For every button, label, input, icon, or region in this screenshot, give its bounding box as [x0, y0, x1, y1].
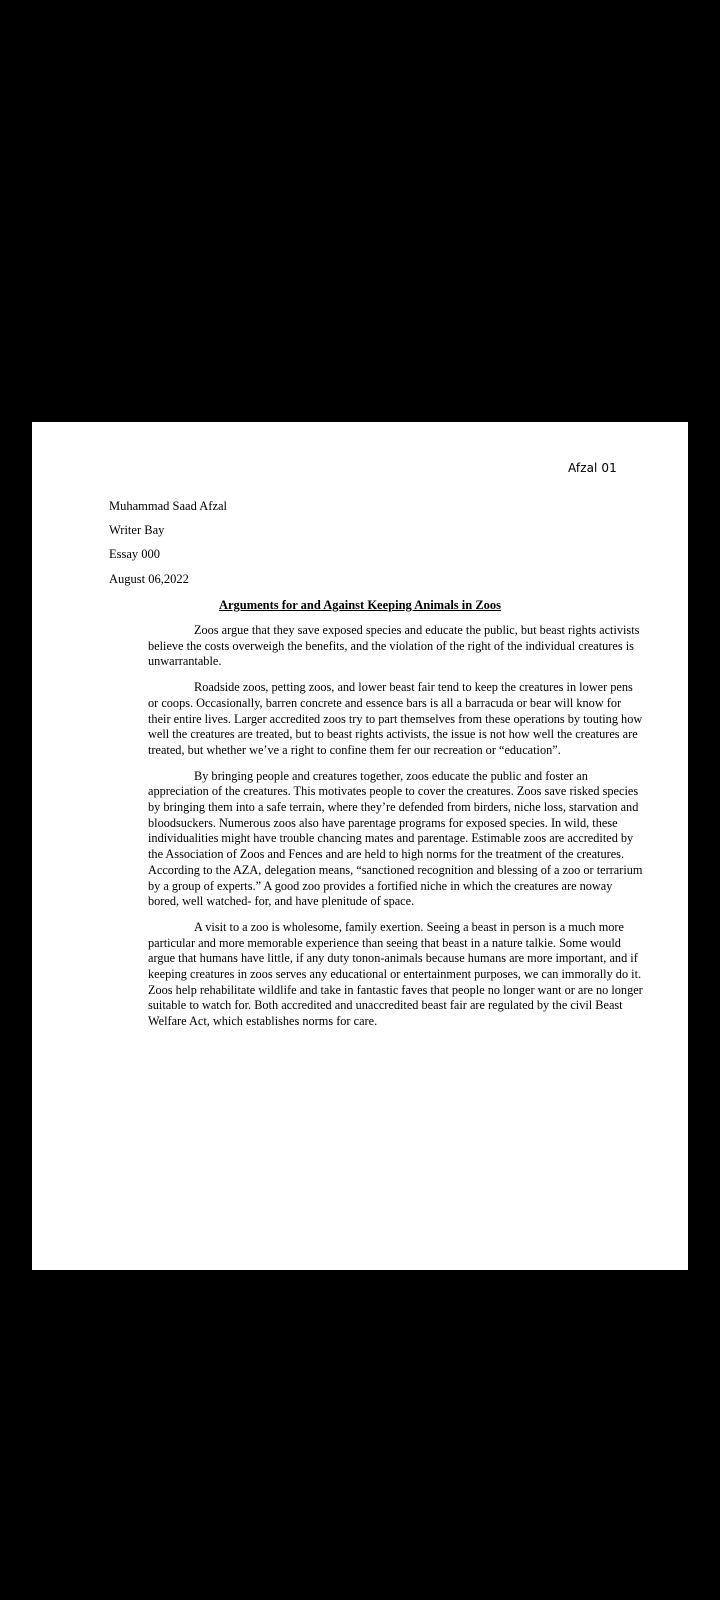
paragraph: By bringing people and creatures together, zoos educate the public and foster an appreciation of the creatures. This motivates people to cover the creatures. Zoos save risked species by bringing them into a safe terrain, where they’re defended from birders, niche loss, starvation and bloodsuckers. Numerous zoos also have parentage programs for exposed species. In wild, these individualities might have trouble chancing mates and parentage. Estimable zoos are accredited by the Association of Zoos and Fences and are held to high norms for the treatment of the creatures. According to the AZA, delegation means, “sanctioned recognition and blessing of a zoo or terrarium by a group of experts.” A good zoo provides a fortified niche in which the creatures are noway bored, well watched- for, and have plenitude of space. — [148, 768, 643, 909]
essay-date: August 06,2022 — [109, 572, 189, 586]
course-name: Essay 000 — [109, 547, 161, 561]
organization: Writer Bay — [109, 523, 165, 537]
author-name: Muhammad Saad Afzal — [109, 499, 228, 513]
running-head: Afzal 01 — [568, 461, 617, 475]
paragraph: A visit to a zoo is wholesome, family exertion. Seeing a beast in person is a much more particular and more memorable experience than seeing that beast in a nature talkie. Some would argue that humans have little, if any duty tonon-animals because humans are more important, and if keeping creatures in zoos serves any educational or entertainment purposes, we can immorally do it. Zoos help rehabilitate wildlife and take in fantastic faves that people no longer want or are no longer suitable to watch for. Both accredited and unaccredited beast fair are regulated by the civil Beast Welfare Act, which establishes norms for care. — [148, 919, 643, 1029]
document-page — [32, 422, 688, 1270]
essay-title: Arguments for and Against Keeping Animals in Zoos — [218, 598, 502, 612]
paragraph: Zoos argue that they save exposed species and educate the public, but beast rights activists believe the costs overweigh the benefits, and the violation of the right of the individual creatures is unwarrantable. — [148, 623, 640, 669]
essay-body — [148, 623, 644, 1040]
paragraph: Roadside zoos, petting zoos, and lower beast fair tend to keep the creatures in lower pens or coops. Occasionally, barren concrete and essence bars is all a barracuda or bear will know for their entire lives. Larger accredited zoos try to part themselves from these operations by touting how well the creatures are treated, but to beast rights activists, the issue is not how well the creatures are treated, but whether we’ve a right to confine them fer our recreation or “education”. — [148, 680, 643, 757]
